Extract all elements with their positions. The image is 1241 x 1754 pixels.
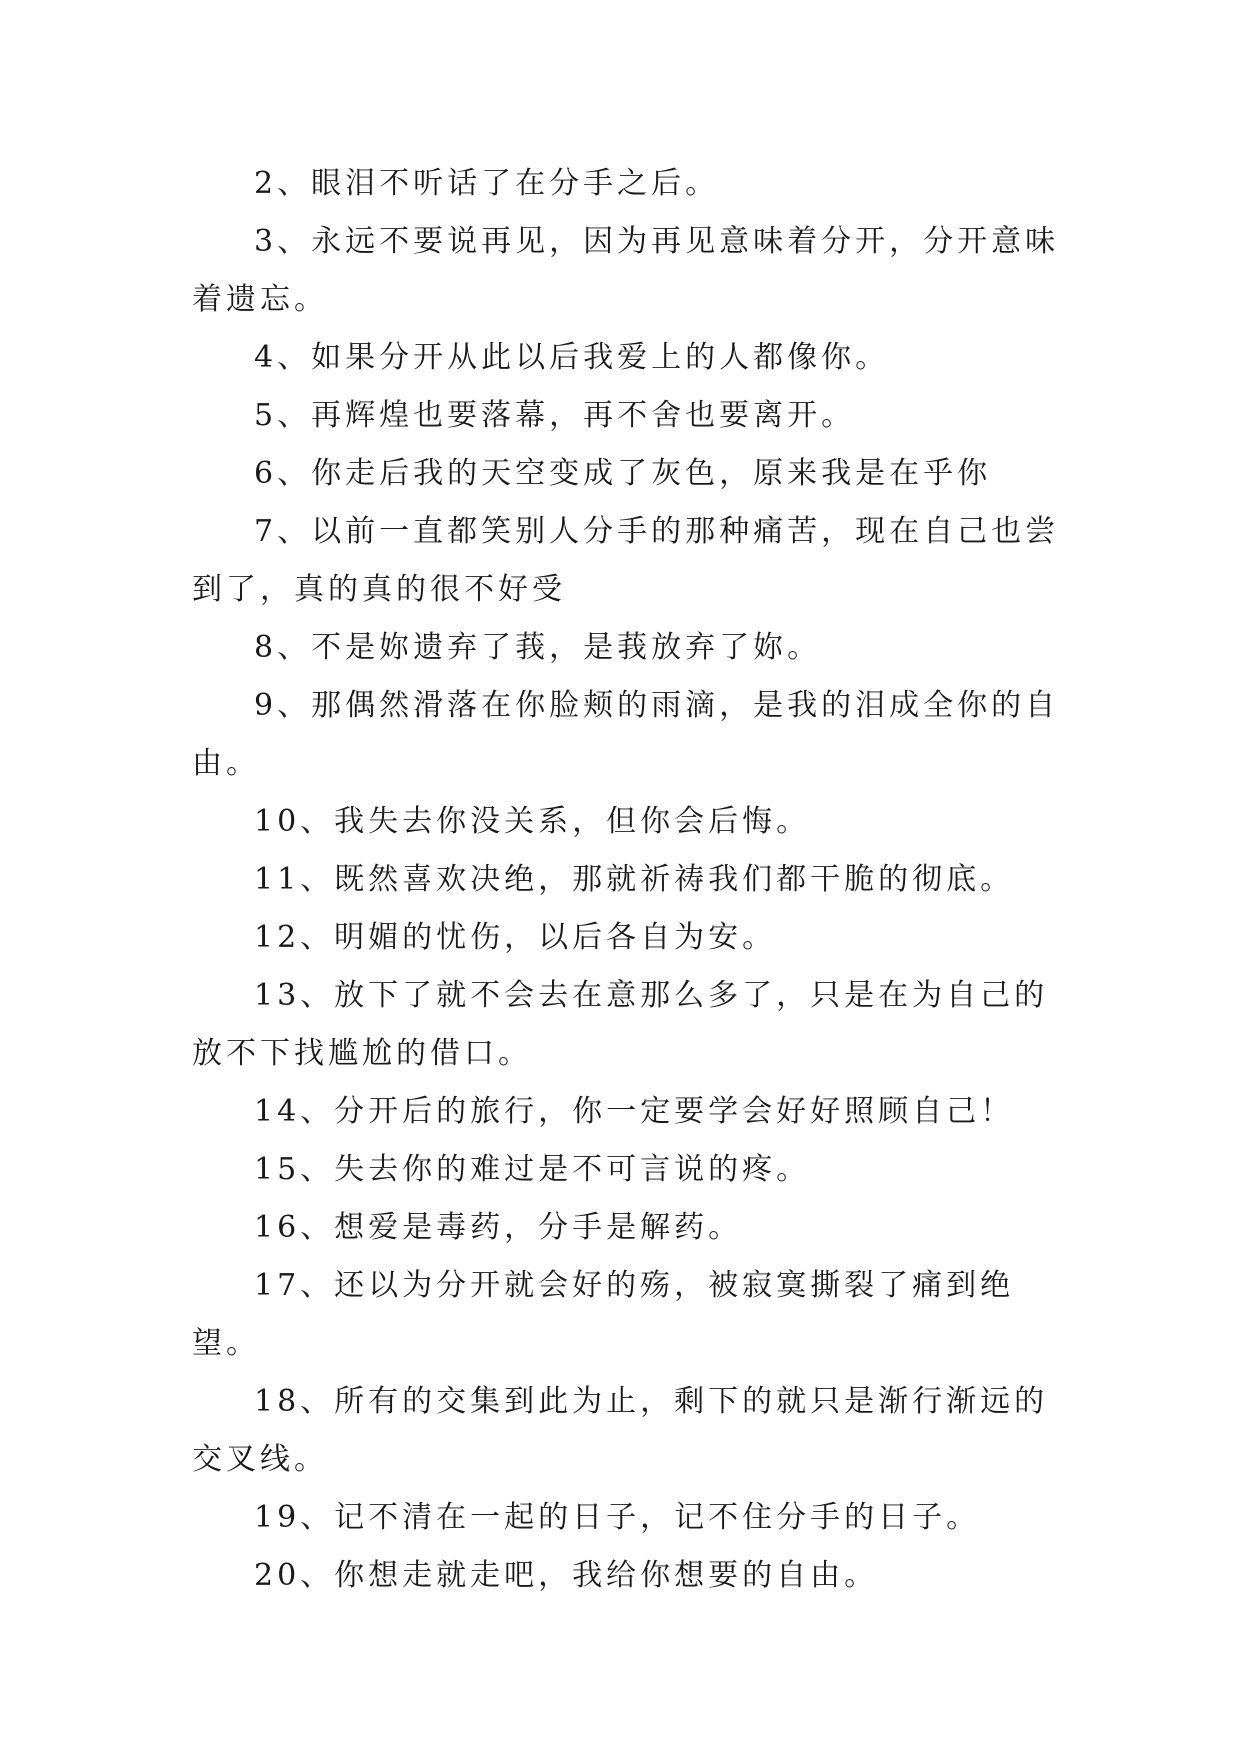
- paragraph-15: 15、失去你的难过是不可言说的疼。: [254, 1152, 811, 1187]
- paragraph-8: 8、不是妳遗弃了莪，是莪放弃了妳。: [254, 630, 822, 665]
- paragraph-4: 4、如果分开从此以后我爱上的人都像你。: [254, 340, 890, 375]
- paragraph-13: 13、放下了就不会去在意那么多了，只是在为自己的放不下找尴尬的借口。: [192, 978, 1049, 1071]
- paragraph-2: 2、眼泪不听话了在分手之后。: [254, 166, 720, 201]
- paragraph-6: 6、你走后我的天空变成了灰色，原来我是在乎你: [254, 456, 992, 491]
- paragraph-9: 9、那偶然滑落在你脸颊的雨滴，是我的泪成全你的自由。: [192, 688, 1060, 781]
- paragraph-18: 18、所有的交集到此为止，剩下的就只是渐行渐远的交叉线。: [192, 1384, 1049, 1477]
- paragraph-20: 20、你想走就走吧，我给你想要的自由。: [254, 1558, 879, 1593]
- paragraph-5: 5、再辉煌也要落幕，再不舍也要离开。: [254, 398, 856, 433]
- paragraph-19: 19、记不清在一起的日子，记不住分手的日子。: [254, 1500, 981, 1535]
- paragraph-10: 10、我失去你没关系，但你会后悔。: [254, 804, 811, 839]
- paragraph-3: 3、永远不要说再见，因为再见意味着分开，分开意味着遗忘。: [192, 224, 1060, 317]
- paragraph-7: 7、以前一直都笑别人分手的那种痛苦，现在自己也尝到了，真的真的很不好受: [192, 514, 1060, 607]
- document-body: [192, 155, 1062, 1605]
- paragraph-14: 14、分开后的旅行，你一定要学会好好照顾自己！: [254, 1094, 1015, 1129]
- paragraph-11: 11、既然喜欢决绝，那就祈祷我们都干脆的彻底。: [254, 862, 1015, 897]
- paragraph-12: 12、明媚的忧伤，以后各自为安。: [254, 920, 777, 955]
- paragraph-16: 16、想爱是毒药，分手是解药。: [254, 1210, 743, 1245]
- paragraph-17: 17、还以为分开就会好的殇，被寂寞撕裂了痛到绝望。: [192, 1268, 1015, 1361]
